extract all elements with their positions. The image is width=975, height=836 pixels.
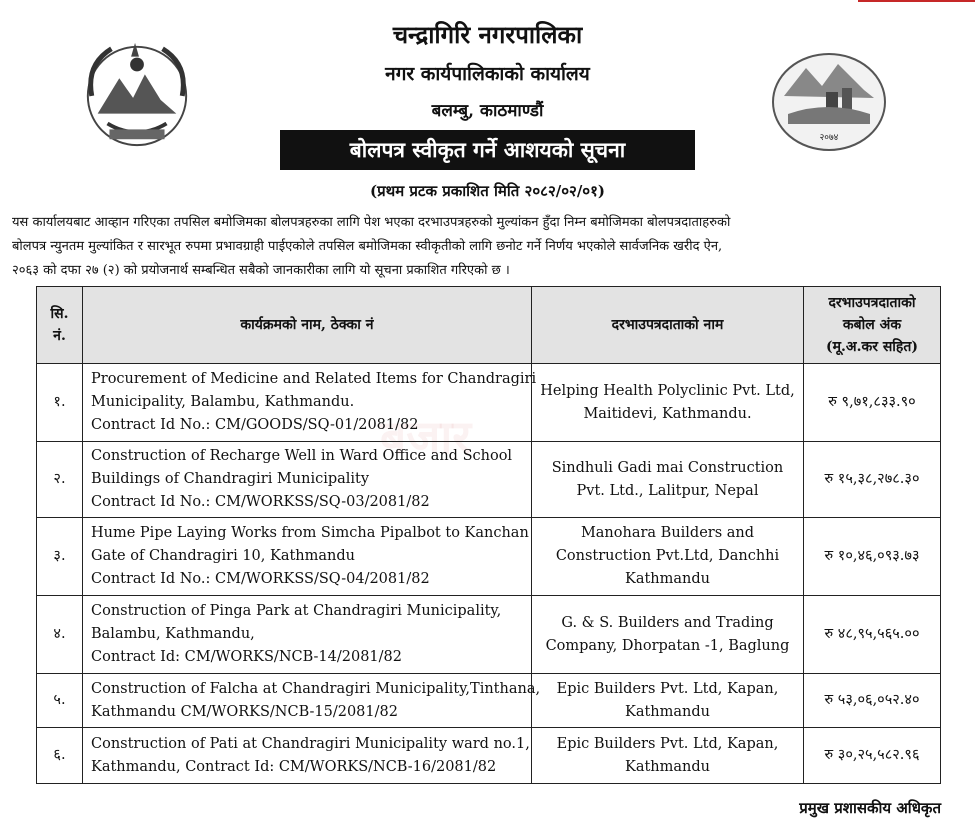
nepal-government-emblem-icon xyxy=(78,35,196,153)
row-sn: ६. xyxy=(37,728,83,784)
row-sn: १. xyxy=(37,364,83,442)
row-bidder: Epic Builders Pvt. Ltd, Kapan, Kathmandu xyxy=(532,674,804,728)
table-row xyxy=(37,596,941,674)
table-row xyxy=(37,518,941,596)
row-program: Construction of Falcha at Chandragiri Municipality,Tinthana, Kathmandu CM/WORKS/NCB-15/2081/82 xyxy=(83,674,532,728)
intro-line: बोलपत्र न्युनतम मुल्यांकित र सारभूत रुपमा प्रभावग्राही पाईएकोले तपसिल बमोजिमका स्वीकृतीको लागि छनोट गर्ने निर्णय भएकोले सार्वजनिक खरीद ऐन, xyxy=(12,239,723,254)
row-program: Construction of Pati at Chandragiri Municipality ward no.1, Kathmandu, Contract Id: CM/WORKS/NCB-16/2081/82 xyxy=(83,728,532,784)
intro-paragraph xyxy=(12,211,967,283)
header-bidder: दरभाउपत्रदाताको नाम xyxy=(532,287,804,364)
row-amount: रु ४८,९५,५६५.०० xyxy=(804,596,941,674)
table-row xyxy=(37,442,941,518)
row-sn: २. xyxy=(37,442,83,518)
row-amount: रु ३०,२५,५८२.९६ xyxy=(804,728,941,784)
municipality-name: चन्द्रागिरि नगरपालिका xyxy=(392,20,583,49)
intro-line: २०६३ को दफा २७ (२) को प्रयोजनार्थ सम्बन्धित सबैको जानकारीका लागि यो सूचना प्रकाशित गरिएको छ । xyxy=(12,263,510,278)
header-program: कार्यक्रमको नाम, ठेक्का नं xyxy=(83,287,532,364)
logo-year: २०७४ xyxy=(819,133,839,143)
row-sn: ४. xyxy=(37,596,83,674)
row-program: Construction of Recharge Well in Ward Office and School Buildings of Chandragiri Municipality Contract Id No.: CM/WORKSS/SQ-03/2081/82 xyxy=(83,442,532,518)
row-program: Hume Pipe Laying Works from Simcha Pipalbot to Kanchan Gate of Chandragiri 10, Kathmandu Contract Id No.: CM/WORKSS/SQ-04/2081/82 xyxy=(83,518,532,596)
row-amount: रु ९,७१,८३३.९० xyxy=(804,364,941,442)
table-header-row xyxy=(37,287,941,364)
row-bidder: Epic Builders Pvt. Ltd, Kapan, Kathmandu xyxy=(532,728,804,784)
table-row xyxy=(37,364,941,442)
header-amount: दरभाउपत्रदाताको कबोल अंक (मू.अ.कर सहित) xyxy=(804,287,941,364)
row-bidder: Manohara Builders and Construction Pvt.Ltd, Danchhi Kathmandu xyxy=(532,518,804,596)
notice-title: बोलपत्र स्वीकृत गर्ने आशयको सूचना xyxy=(349,137,626,162)
header-sn: सि. नं. xyxy=(37,287,83,364)
intro-line: यस कार्यालयबाट आव्हान गरिएका तपसिल बमोजिमका बोलपत्रहरुका लागि पेश भएका दरभाउपत्रहरुको मुल्यांकन हुँदा निम्न बमोजिमका बोलपत्रदाताहरुको xyxy=(12,215,731,230)
row-bidder: G. & S. Builders and Trading Company, Dhorpatan -1, Baglung xyxy=(532,596,804,674)
office-location: बलम्बु, काठमाण्डौं xyxy=(431,101,544,121)
row-program: Construction of Pinga Park at Chandragiri Municipality, Balambu, Kathmandu, Contract Id: CM/WORKS/NCB-14/2081/82 xyxy=(83,596,532,674)
row-bidder: Helping Health Polyclinic Pvt. Ltd, Maitidevi, Kathmandu. xyxy=(532,364,804,442)
row-sn: ५. xyxy=(37,674,83,728)
signature-title: प्रमुख प्रशासकीय अधिकृत xyxy=(799,799,941,817)
row-bidder: Sindhuli Gadi mai Construction Pvt. Ltd., Lalitpur, Nepal xyxy=(532,442,804,518)
row-program: Procurement of Medicine and Related Items for Chandragiri Municipality, Balambu, Kathmandu. Contract Id No.: CM/GOODS/SQ-01/2081/82 xyxy=(83,364,532,442)
chandragiri-municipality-logo xyxy=(768,50,890,154)
office-name: नगर कार्यपालिकाको कार्यालय xyxy=(385,63,590,85)
table-row xyxy=(37,674,941,728)
top-accent-rule xyxy=(858,0,975,2)
row-amount: रु ५३,०६,०५२.४० xyxy=(804,674,941,728)
publication-date: (प्रथम प्रटक प्रकाशित मिति २०८२/०२/०१) xyxy=(369,182,605,200)
notice-title-banner xyxy=(280,130,695,170)
row-amount: रु १५,३८,२७८.३० xyxy=(804,442,941,518)
tender-table xyxy=(36,286,941,784)
table-row xyxy=(37,728,941,784)
watermark: बजार xyxy=(380,410,472,464)
row-amount: रु १०,४६,०९३.७३ xyxy=(804,518,941,596)
row-sn: ३. xyxy=(37,518,83,596)
